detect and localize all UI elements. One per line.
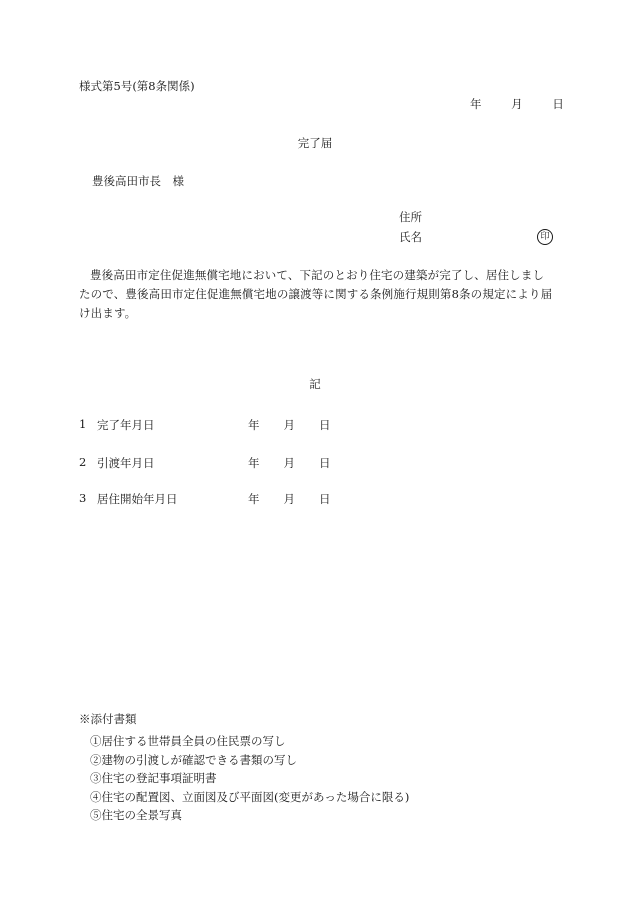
item-month: 月 bbox=[283, 456, 295, 470]
date-month: 月 bbox=[511, 97, 523, 111]
document-title: 完了届 bbox=[297, 136, 333, 150]
attachment-item: ②建物の引渡しが確認できる書類の写し bbox=[90, 753, 297, 767]
item-day: 日 bbox=[319, 418, 331, 432]
item-date bbox=[248, 491, 331, 507]
attachment-item: ④住宅の配置図、立面図及び平面図(変更があった場合に限る) bbox=[90, 790, 410, 804]
date-year: 年 bbox=[470, 97, 482, 111]
item-number: 2 bbox=[79, 455, 87, 469]
item-date bbox=[248, 455, 331, 471]
ki-heading: 記 bbox=[309, 377, 321, 391]
name-label: 氏名 bbox=[399, 230, 422, 244]
attachments-heading: ※添付書類 bbox=[79, 712, 137, 726]
item-month: 月 bbox=[283, 418, 295, 432]
item-label: 引渡年月日 bbox=[97, 456, 155, 470]
item-year: 年 bbox=[248, 418, 260, 432]
attachment-item: ⑤住宅の全景写真 bbox=[90, 808, 182, 822]
item-number: 1 bbox=[79, 417, 87, 431]
item-month: 月 bbox=[283, 492, 295, 506]
date-day: 日 bbox=[552, 97, 564, 111]
addressee: 豊後高田市長 様 bbox=[92, 174, 184, 188]
item-date bbox=[248, 417, 331, 433]
form-number: 様式第5号(第8条関係) bbox=[79, 79, 195, 93]
attachment-item: ①居住する世帯員全員の住民票の写し bbox=[90, 734, 286, 748]
submission-date bbox=[470, 99, 564, 111]
item-number: 3 bbox=[79, 491, 87, 505]
item-day: 日 bbox=[319, 492, 331, 506]
item-label: 完了年月日 bbox=[97, 418, 155, 432]
body-text: 豊後高田市定住促進無償宅地において、下記のとおり住宅の建築が完了し、居住しましたので、豊後高田市定住促進無償宅地の譲渡等に関する条例施行規則第8条の規定により届け出ます。 bbox=[79, 268, 553, 320]
item-year: 年 bbox=[248, 456, 260, 470]
item-day: 日 bbox=[319, 456, 331, 470]
item-year: 年 bbox=[248, 492, 260, 506]
attachment-item: ③住宅の登記事項証明書 bbox=[90, 771, 217, 785]
address-label: 住所 bbox=[399, 210, 422, 224]
item-label: 居住開始年月日 bbox=[97, 492, 178, 506]
seal-mark: 印 bbox=[537, 229, 553, 245]
